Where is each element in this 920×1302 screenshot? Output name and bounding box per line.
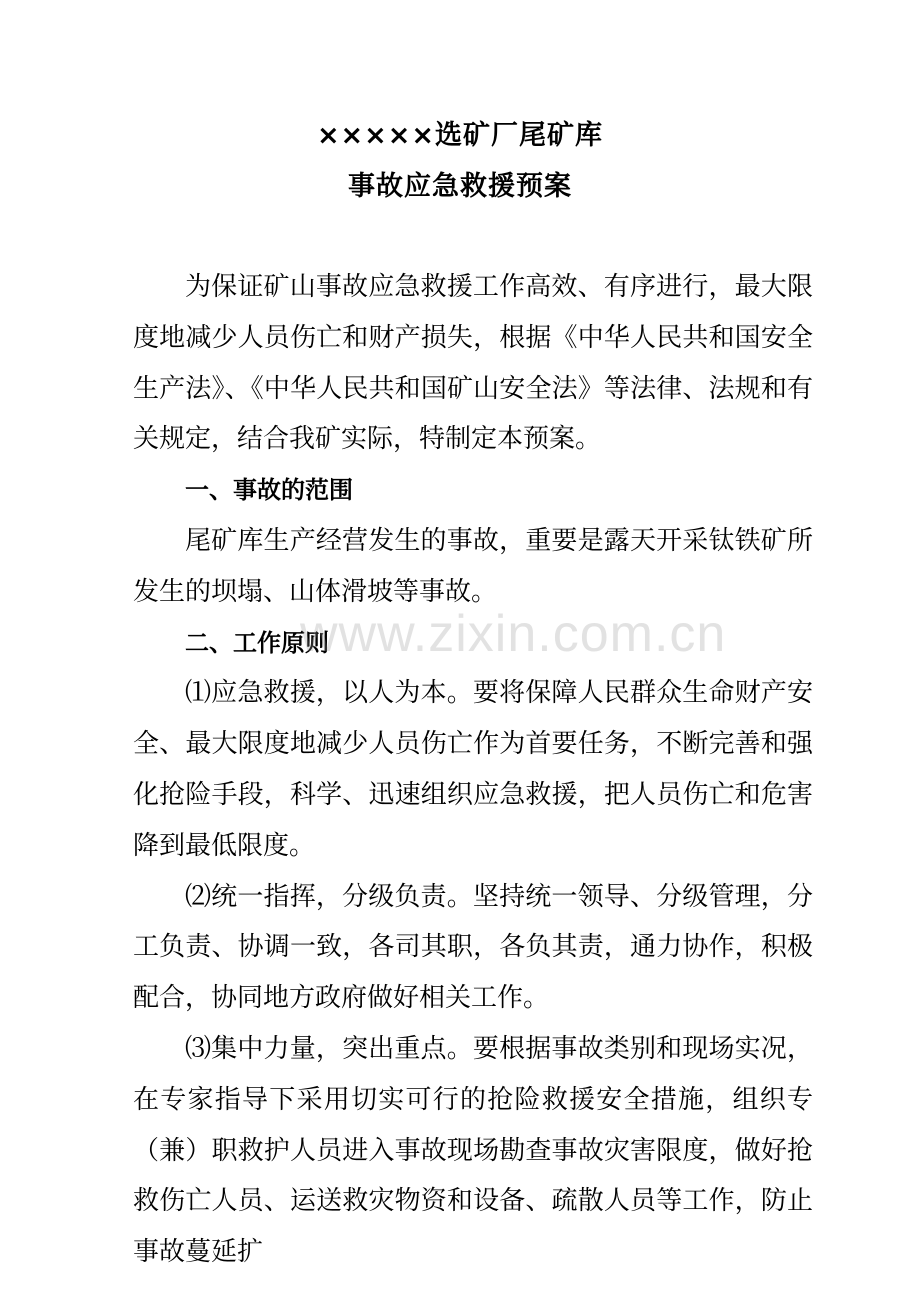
principle-item-1: ⑴应急救援，以人为本。要将保障人民群众生命财产安全、最大限度地减少人员伤亡作为首要任务，不断完善和强化抢险手段，科学、迅速组织应急救援，把人员伤亡和危害降到最低限度。 (133, 678, 813, 861)
document-title-line1: ×××××选矿厂尾矿库 (316, 120, 604, 151)
principle-item-2: ⑵统一指挥，分级负责。坚持统一领导、分级管理，分工负责、协调一致，各司其职，各负其责，通力协作，积极配合，协同地方政府做好相关工作。 (133, 881, 813, 1014)
section2-heading: 二、工作原则 (185, 628, 329, 657)
section1-paragraph: 尾矿库生产经营发生的事故，重要是露天开采钛铁矿所发生的坝塌、山体滑坡等事故。 (133, 525, 813, 607)
section1-heading: 一、事故的范围 (185, 476, 353, 505)
document-body (133, 262, 813, 1278)
document-title-line2: 事故应急救援预案 (348, 171, 572, 202)
site-watermark: www.zixin.com.cn (300, 605, 727, 663)
principle-item-3: ⑶集中力量，突出重点。要根据事故类别和现场实况，在专家指导下采用切实可行的抢险救援安全措施，组织专（兼）职救护人员进入事故现场勘查事故灾害限度，做好抢救伤亡人员、运送救灾物资和设备、疏散人员等工作，防止事故蔓延扩 (133, 1033, 813, 1268)
intro-paragraph: 为保证矿山事故应急救援工作高效、有序进行，最大限度地减少人员伤亡和财产损失，根据《中华人民共和国安全生产法》、《中华人民共和国矿山安全法》等法律、法规和有关规定，结合我矿实际，特制定本预案。 (133, 272, 813, 455)
